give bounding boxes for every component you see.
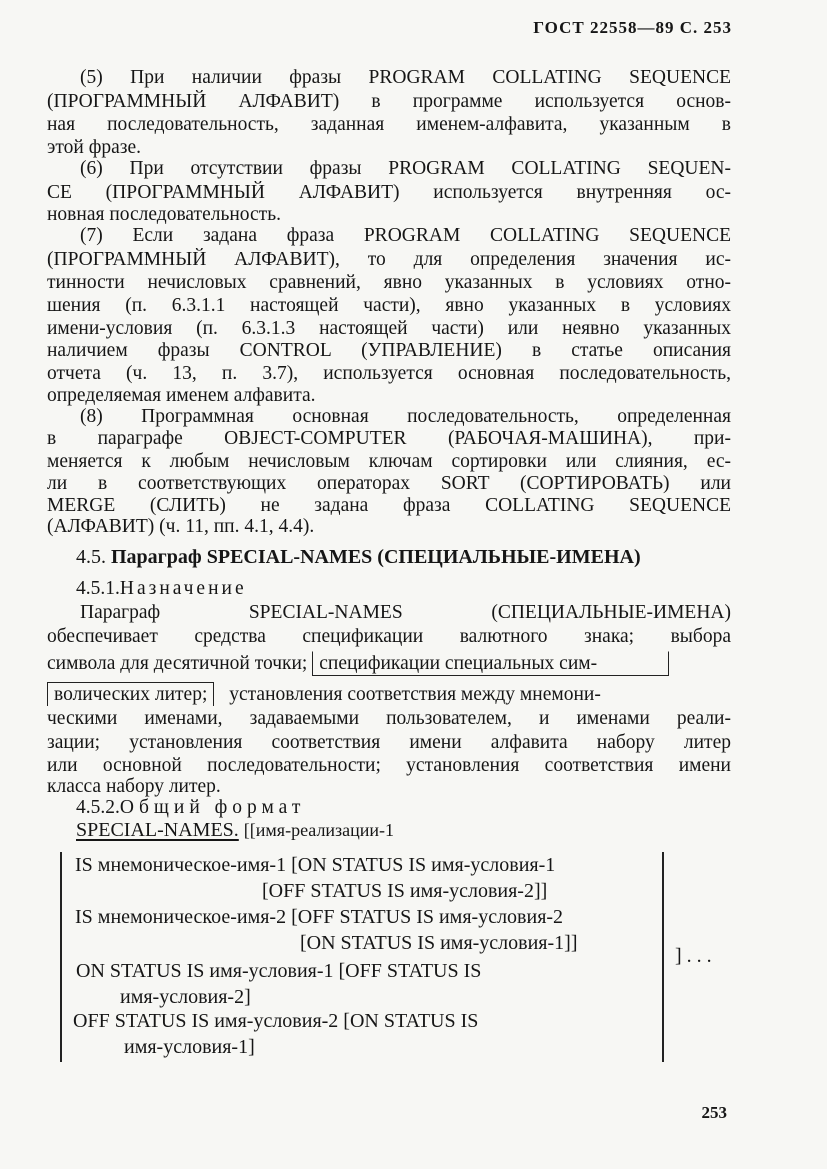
purpose-line-4-text: установления соответствия между мнемони-	[229, 684, 601, 705]
format-row-7: OFF STATUS IS имя-условия-2 [ON STATUS IS	[73, 1010, 479, 1032]
left-brace	[60, 852, 65, 1062]
paragraph-8-line-4: ли в соответствующих операторах SORT (СОРТИРОВАТЬ) или	[47, 473, 731, 494]
right-brace	[662, 852, 667, 1062]
special-names-keyword: SPECIAL-NAMES.	[76, 819, 239, 841]
paragraph-5-line-3: ная последовательность, заданная именем-алфавита, указанным в	[47, 114, 731, 135]
purpose-line-2: обеспечивает средства спецификации валютного знака; выбора	[47, 626, 731, 647]
purpose-heading	[76, 578, 247, 600]
purpose-line-8: класса набору литер.	[47, 776, 221, 797]
paragraph-6-line-3: новная последовательность.	[47, 204, 281, 225]
paragraph-8-line-5: MERGE (СЛИТЬ) не задана фраза COLLATING SEQUENCE	[47, 495, 731, 516]
format-heading-number: 4.5.2.	[76, 797, 120, 818]
paragraph-5-line-4: этой фразе.	[47, 137, 141, 158]
boxed-text-change-mark: спецификации специальных сим-	[312, 651, 669, 676]
paragraph-5-line-1: (5) При наличии фразы PROGRAM COLLATING SEQUENCE	[80, 67, 731, 88]
paragraph-7-line-3: тинности нечисловых сравнений, явно указанных в условиях отно-	[47, 272, 731, 293]
format-row-5: ON STATUS IS имя-условия-1 [OFF STATUS IS	[76, 960, 482, 982]
format-row-3: IS мнемоническое-имя-2 [OFF STATUS IS имя-условия-2	[75, 906, 564, 928]
format-row-4: [ON STATUS IS имя-условия-1]]	[300, 932, 578, 954]
paragraph-7-line-7: отчета (ч. 13, п. 3.7), используется основная последовательность,	[47, 363, 731, 384]
paragraph-7-line-4: шения (п. 6.3.1.1 настоящей части), явно указанных в условиях	[47, 295, 731, 316]
purpose-heading-title: Назначение	[119, 578, 247, 599]
purpose-line-3	[47, 651, 731, 676]
purpose-line-4	[47, 682, 731, 706]
section-title: Параграф SPECIAL-NAMES (СПЕЦИАЛЬНЫЕ-ИМЕНА)	[111, 546, 641, 568]
page-header: ГОСТ 22558—89 С. 253	[533, 18, 732, 37]
paragraph-6-line-2: CE (ПРОГРАММНЫЙ АЛФАВИТ) используется внутренняя ос-	[47, 182, 731, 203]
purpose-line-1: Параграф SPECIAL-NAMES (СПЕЦИАЛЬНЫЕ-ИМЕНА)	[80, 602, 731, 623]
boxed-text-change-mark-continuation: волических литер;	[47, 682, 214, 706]
paragraph-7-line-2: (ПРОГРАММНЫЙ АЛФАВИТ), то для определения значения ис-	[47, 249, 731, 270]
page-number: 253	[701, 1103, 727, 1122]
paragraph-8-line-6: (АЛФАВИТ) (ч. 11, пп. 4.1, 4.4).	[47, 516, 315, 537]
format-first-line-rest: [[имя-реализации-1	[243, 820, 395, 840]
purpose-line-7: или основной последовательности; установления соответствия имени	[47, 755, 731, 776]
section-number: 4.5.	[76, 546, 106, 568]
paragraph-7-line-6: наличием фразы CONTROL (УПРАВЛЕНИЕ) в статье описания	[47, 340, 731, 361]
format-row-8: имя-условия-1]	[124, 1036, 255, 1058]
paragraph-7-line-8: определяемая именем алфавита.	[47, 385, 316, 406]
paragraph-5-line-2: (ПРОГРАММНЫЙ АЛФАВИТ) в программе используется основ-	[47, 91, 731, 112]
paragraph-8-line-2: в параграфе OBJECT-COMPUTER (РАБОЧАЯ-МАШИНА), при-	[47, 428, 731, 449]
paragraph-8-line-3: меняется к любым нечисловым ключам сортировки или слияния, ес-	[47, 451, 731, 472]
format-trailer: ] . . .	[675, 945, 712, 967]
format-row-1: IS мнемоническое-имя-1 [ON STATUS IS имя-условия-1	[75, 854, 556, 876]
purpose-line-5: ческими именами, задаваемыми пользователем, и именами реали-	[47, 708, 731, 729]
purpose-line-3-text: символа для десятичной точки;	[47, 653, 308, 674]
format-first-line	[76, 819, 394, 842]
purpose-heading-number: 4.5.1.	[76, 578, 120, 599]
format-row-6: имя-условия-2]	[120, 986, 251, 1008]
paragraph-6-line-1: (6) При отсутствии фразы PROGRAM COLLATING SEQUEN-	[80, 158, 731, 179]
format-heading-title: Общий формат	[119, 797, 306, 818]
format-heading	[76, 797, 305, 819]
paragraph-7-line-1: (7) Если задана фраза PROGRAM COLLATING SEQUENCE	[80, 225, 731, 246]
paragraph-7-line-5: имени-условия (п. 6.3.1.3 настоящей части) или неявно указанных	[47, 318, 731, 339]
purpose-line-6: зации; установления соответствия имени алфавита набору литер	[47, 732, 731, 753]
format-row-2: [OFF STATUS IS имя-условия-2]]	[262, 880, 548, 902]
section-heading	[76, 546, 641, 569]
paragraph-8-line-1: (8) Программная основная последовательность, определенная	[80, 406, 731, 427]
